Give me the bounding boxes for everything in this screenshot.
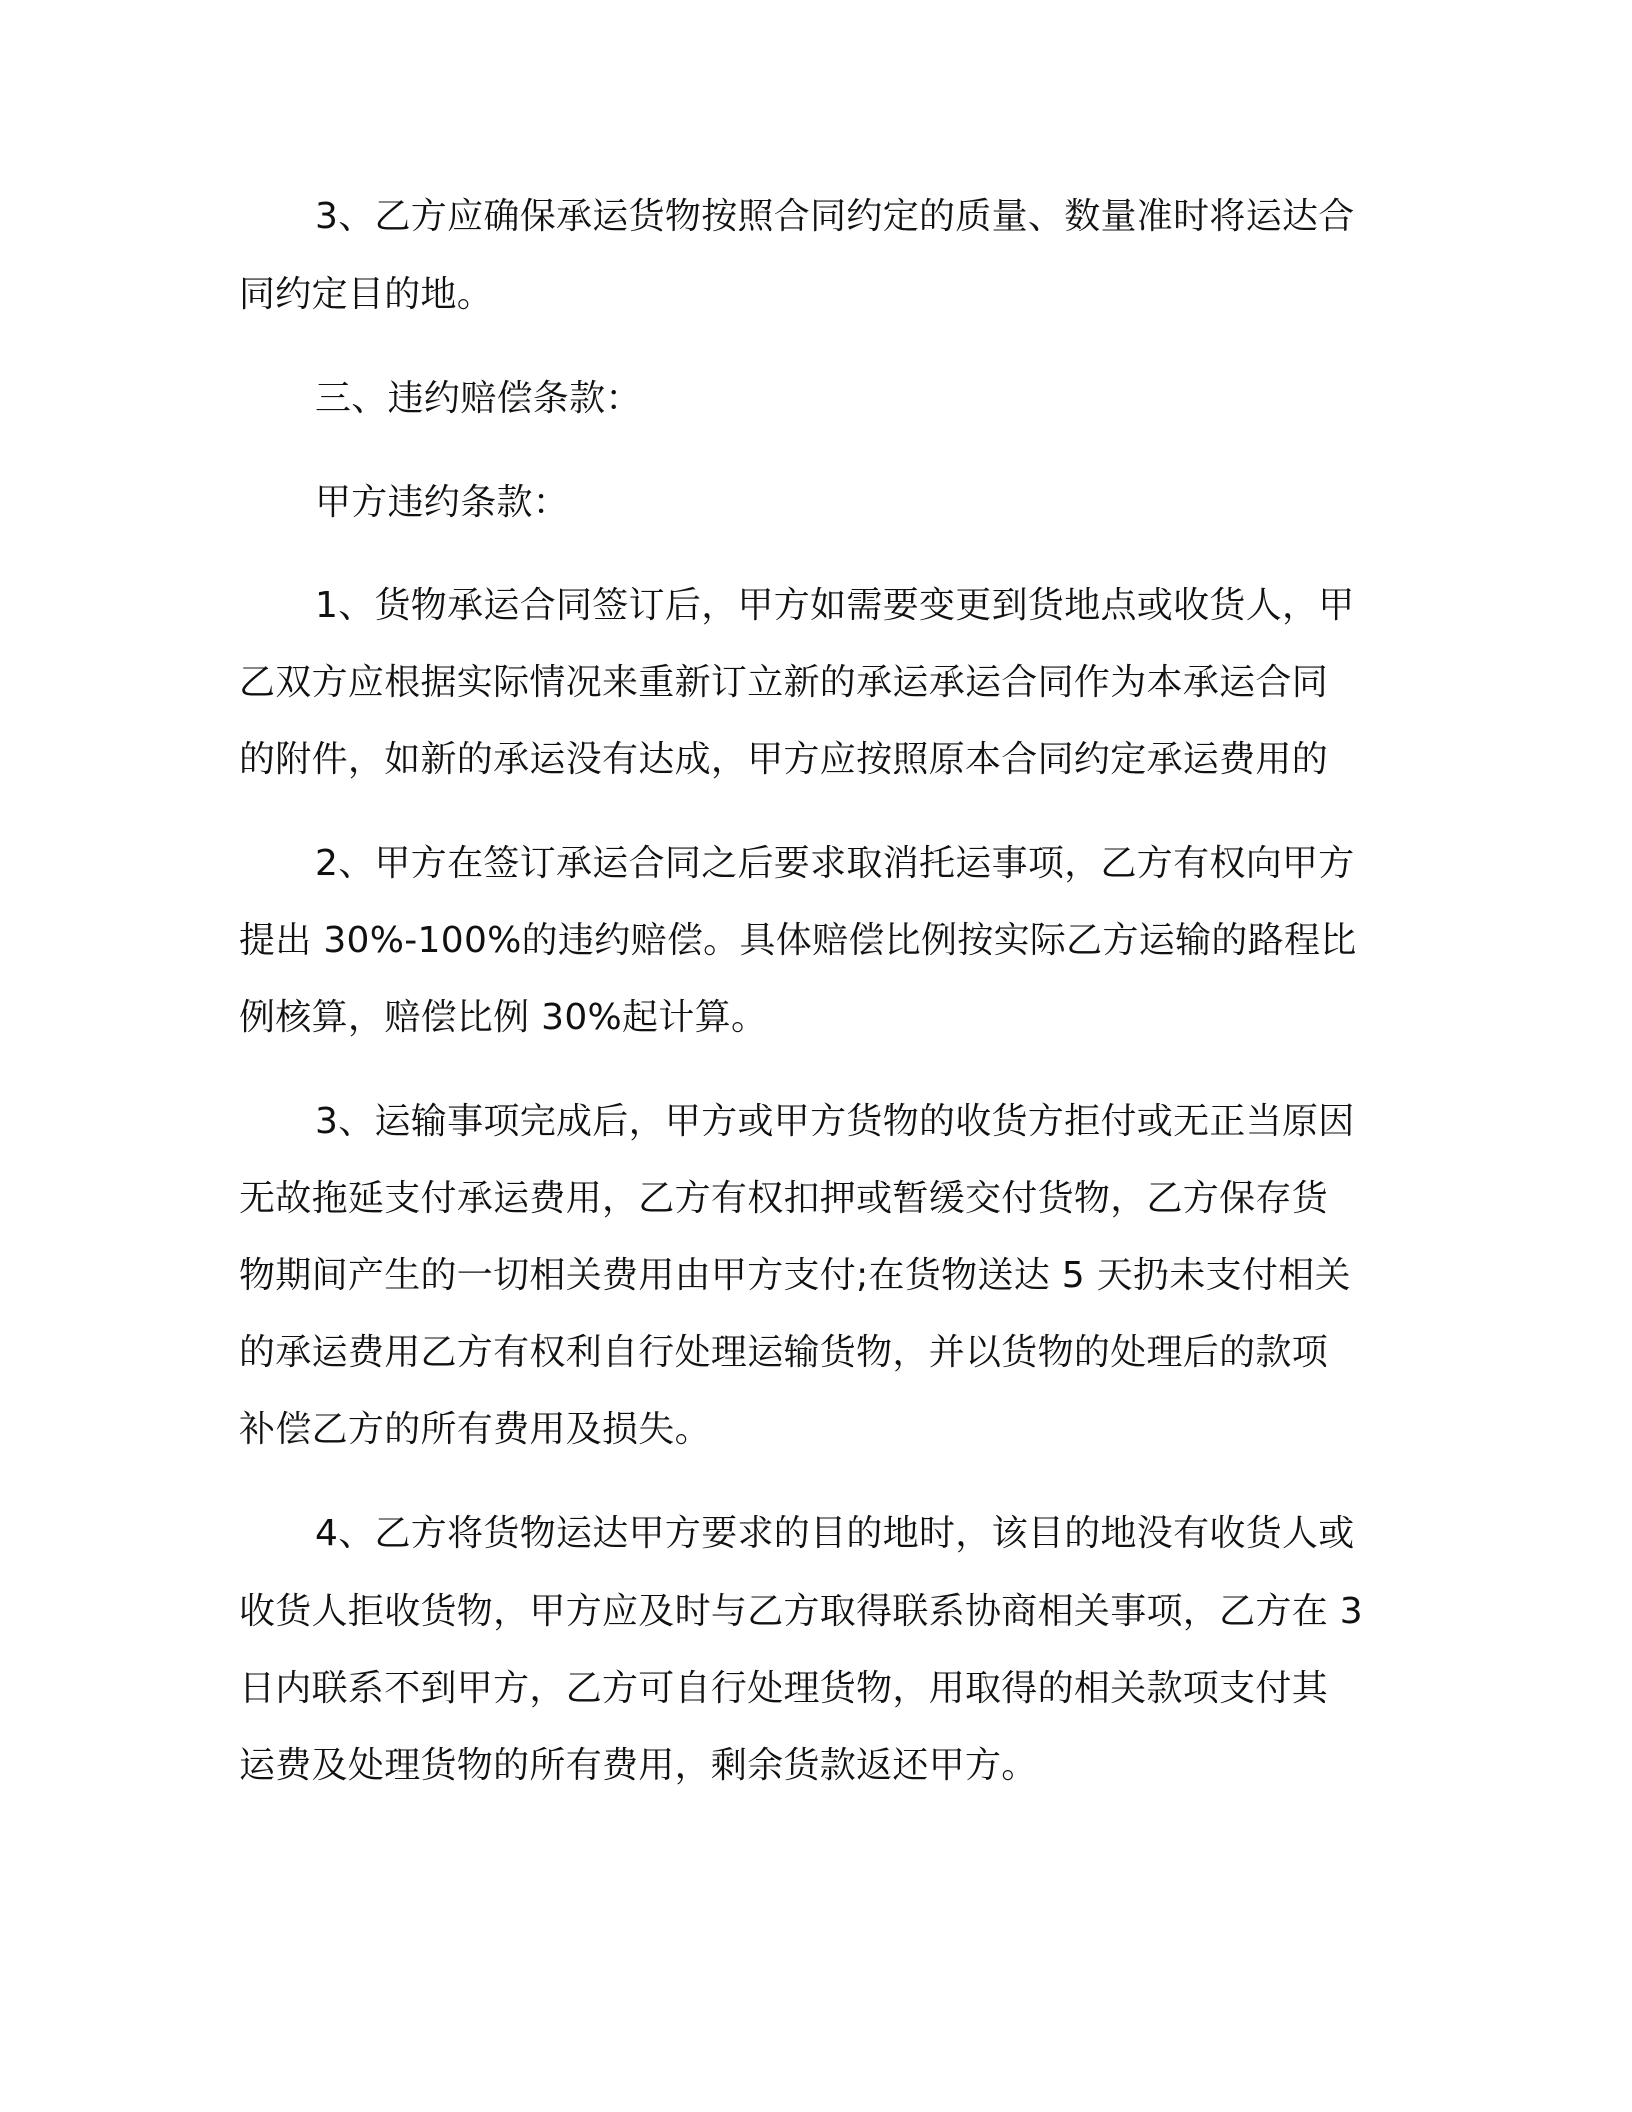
clause-1-line-1: 1、货物承运合同签订后，甲方如需要变更到货地点或收货人，甲 — [315, 585, 1355, 626]
clause-2-3-line-1: 3、乙方应确保承运货物按照合同约定的质量、数量准时将运达合 — [315, 196, 1355, 237]
clause-3-line-3: 物期间产生的一切相关费用由甲方支付;在货物送达 5 天扔未支付相关 — [239, 1255, 1351, 1296]
clause-1-line-2: 乙双方应根据实际情况来重新订立新的承运承运合同作为本承运合同 — [239, 662, 1329, 703]
clause-1-line-3: 的附件，如新的承运没有达成，甲方应按照原本合同约定承运费用的 — [239, 739, 1329, 780]
clause-3-line-1: 3、运输事项完成后，甲方或甲方货物的收货方拒付或无正当原因 — [315, 1101, 1355, 1142]
subheading-party-a: 甲方违约条款： — [315, 482, 570, 523]
clause-2-line-2: 提出 30%-100%的违约赔偿。具体赔偿比例按实际乙方运输的路程比 — [239, 920, 1357, 961]
clause-2-line-3: 例核算，赔偿比例 30%起计算。 — [239, 997, 768, 1038]
clause-3-line-5: 补偿乙方的所有费用及损失。 — [239, 1409, 711, 1450]
clause-4-line-2: 收货人拒收货物，甲方应及时与乙方取得联系协商相关事项，乙方在 3 — [239, 1591, 1363, 1632]
clause-4-line-4: 运费及处理货物的所有费用，剩余货款返还甲方。 — [239, 1745, 1038, 1786]
section-heading-breach: 三、违约赔偿条款： — [315, 378, 642, 419]
clause-3-line-2: 无故拖延支付承运费用，乙方有权扣押或暂缓交付货物，乙方保存货 — [239, 1178, 1329, 1219]
clause-4-line-1: 4、乙方将货物运达甲方要求的目的地时，该目的地没有收货人或 — [315, 1513, 1355, 1554]
clause-4-line-3: 日内联系不到甲方，乙方可自行处理货物，用取得的相关款项支付其 — [239, 1668, 1329, 1709]
clause-3-line-4: 的承运费用乙方有权利自行处理运输货物，并以货物的处理后的款项 — [239, 1332, 1329, 1373]
clause-2-3-line-2: 同约定目的地。 — [239, 274, 494, 315]
clause-2-line-1: 2、甲方在签订承运合同之后要求取消托运事项，乙方有权向甲方 — [315, 843, 1355, 884]
